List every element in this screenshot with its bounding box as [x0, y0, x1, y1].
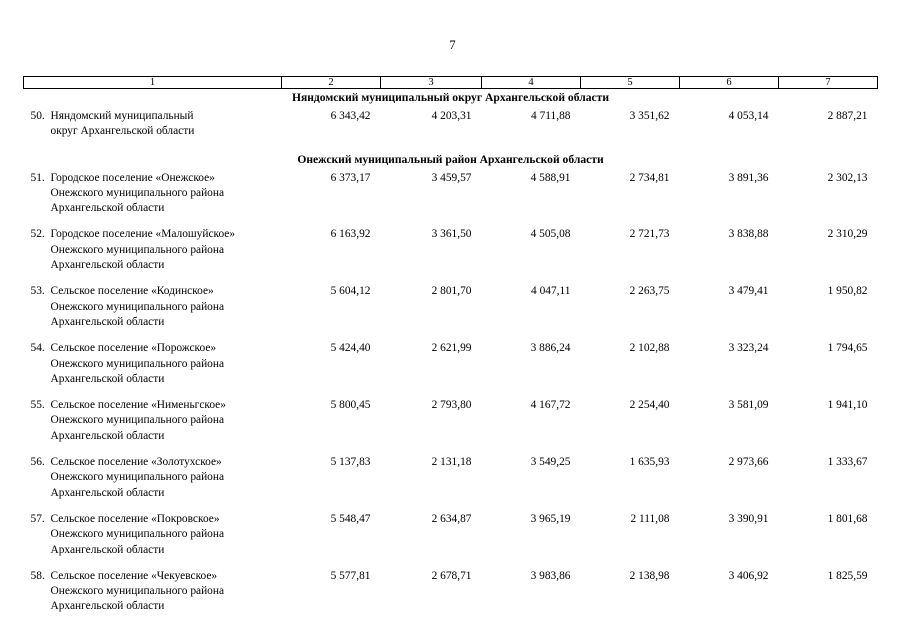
column-header: 6: [680, 77, 779, 89]
municipality-cell: [24, 398, 282, 455]
municipality-cell: [24, 341, 282, 398]
municipality-cell: [24, 227, 282, 284]
value-cell-col-3: 2 678,71: [431, 569, 472, 582]
value-cell-col-2: 5 424,40: [330, 342, 371, 355]
value-cell-col-3: 3 459,57: [431, 171, 472, 184]
table-row: [24, 171, 878, 228]
table-row: [24, 109, 878, 151]
value-cell-col-7: 1 333,67: [827, 456, 868, 469]
value-cell-col-5: 2 721,73: [629, 228, 670, 241]
value-cell-col-7: 2 887,21: [827, 110, 868, 122]
municipality-name: Сельское поселение «Чекуевское» Онежского муниципального района Архангельской области: [50, 569, 225, 613]
municipality-name: Городское поселение «Малошуйское» Онежского муниципального района Архангельской области: [50, 228, 236, 272]
value-cell-col-7: 2 302,13: [827, 171, 868, 184]
row-number: 58.: [30, 569, 45, 582]
table-row: [24, 512, 878, 569]
value-cell-col-3: 2 793,80: [431, 399, 472, 412]
municipality-name: Няндомский муниципальный округ Архангельской области: [50, 110, 195, 138]
value-cell-col-3: 2 801,70: [431, 285, 472, 298]
value-cell-col-2: 5 137,83: [330, 456, 371, 469]
value-cell-col-3: 2 634,87: [431, 512, 472, 525]
value-cell-col-2: 6 163,92: [330, 228, 371, 241]
municipality-name: Сельское поселение «Покровское» Онежского муниципального района Архангельской области: [50, 512, 225, 556]
municipality-cell: [24, 512, 282, 569]
column-header: 5: [581, 77, 680, 89]
section-header-row: [24, 151, 878, 171]
value-cell-col-2: 5 577,81: [330, 569, 371, 582]
municipality-cell: [24, 284, 282, 341]
value-cell-col-6: 3 838,88: [728, 228, 769, 241]
value-cell-col-4: 3 886,24: [530, 342, 571, 355]
section-title: Няндомский муниципальный округ Архангельской области: [291, 91, 610, 104]
table-row: [24, 455, 878, 512]
column-header: 7: [779, 77, 878, 89]
value-cell-col-5: 2 111,08: [630, 512, 670, 525]
value-cell-col-6: 3 390,91: [728, 512, 769, 525]
value-cell-col-7: 1 941,10: [827, 399, 868, 412]
value-cell-col-7: 1 950,82: [827, 285, 868, 298]
value-cell-col-5: 1 635,93: [629, 456, 670, 469]
value-cell-col-5: 3 351,62: [629, 110, 670, 122]
section-title: Онежский муниципальный район Архангельской области: [297, 152, 604, 166]
table-row: [24, 569, 878, 626]
value-cell-col-6: 2 973,66: [728, 456, 769, 469]
value-cell-col-4: 4 505,08: [530, 228, 571, 241]
value-cell-col-7: 2 310,29: [827, 228, 868, 241]
row-number: 53.: [30, 285, 45, 298]
table-row: [24, 227, 878, 284]
municipality-name: Сельское поселение «Золотухское» Онежского муниципального района Архангельской области: [50, 456, 225, 499]
value-cell-col-4: 3 983,86: [530, 569, 571, 582]
row-number: 52.: [30, 228, 45, 241]
municipality-cell: [24, 455, 282, 512]
row-number: 57.: [30, 512, 45, 525]
value-cell-col-2: 6 373,17: [330, 171, 371, 184]
column-header: 1: [24, 77, 282, 89]
value-cell-col-7: 1 825,59: [827, 569, 868, 582]
municipality-name: Сельское поселение «Кодинское» Онежского муниципального района Архангельской области: [50, 285, 225, 328]
table-row: [24, 341, 878, 398]
value-cell-col-3: 4 203,31: [431, 110, 472, 122]
value-cell-col-6: 3 891,36: [728, 171, 769, 184]
value-cell-col-6: 3 581,09: [728, 399, 769, 412]
row-number: 55.: [30, 399, 45, 412]
row-number: 56.: [30, 456, 45, 469]
value-cell-col-5: 2 254,40: [629, 399, 670, 412]
value-cell-col-2: 5 604,12: [330, 285, 371, 298]
value-cell-col-5: 2 263,75: [629, 285, 670, 298]
value-cell-col-3: 2 131,18: [431, 456, 472, 469]
row-number: 51.: [30, 171, 45, 184]
value-cell-col-2: 6 343,42: [330, 110, 371, 122]
municipality-cell: [24, 171, 282, 228]
value-cell-col-5: 2 138,98: [629, 569, 670, 582]
value-cell-col-5: 2 102,88: [629, 342, 670, 355]
value-cell-col-3: 3 361,50: [431, 228, 472, 241]
value-cell-col-6: 3 406,92: [728, 569, 769, 582]
table-row: [24, 398, 878, 455]
municipality-cell: [24, 569, 282, 626]
column-header: 4: [482, 77, 581, 89]
data-table: [23, 76, 878, 626]
value-cell-col-6: 4 053,14: [728, 110, 769, 122]
row-number: 54.: [30, 342, 45, 355]
table-row: [24, 284, 878, 341]
section-header-row: [24, 89, 878, 110]
value-cell-col-2: 5 548,47: [330, 512, 371, 525]
value-cell-col-7: 1 794,65: [827, 342, 868, 355]
value-cell-col-4: 4 711,88: [531, 110, 571, 122]
value-cell-col-2: 5 800,45: [330, 399, 371, 412]
value-cell-col-5: 2 734,81: [629, 171, 670, 184]
municipality-name: Сельское поселение «Нименьгское» Онежского муниципального района Архангельской области: [50, 399, 226, 442]
value-cell-col-4: 3 549,25: [530, 456, 571, 469]
row-number: 50.: [30, 110, 45, 122]
value-cell-col-4: 4 167,72: [530, 399, 571, 412]
value-cell-col-6: 3 323,24: [728, 342, 769, 355]
value-cell-col-7: 1 801,68: [827, 512, 868, 525]
value-cell-col-4: 4 047,11: [531, 285, 571, 298]
municipality-cell: [24, 109, 282, 151]
municipality-name: Городское поселение «Онежское» Онежского муниципального района Архангельской области: [50, 171, 225, 215]
value-cell-col-4: 4 588,91: [530, 171, 571, 184]
value-cell-col-6: 3 479,41: [728, 285, 769, 298]
municipality-name: Сельское поселение «Порожское» Онежского муниципального района Архангельской области: [50, 342, 225, 385]
column-header: 3: [381, 77, 482, 89]
value-cell-col-4: 3 965,19: [530, 512, 571, 525]
page-number: 7: [449, 38, 456, 52]
value-cell-col-3: 2 621,99: [431, 342, 472, 355]
column-number-header: [24, 77, 878, 89]
column-header: 2: [282, 77, 381, 89]
